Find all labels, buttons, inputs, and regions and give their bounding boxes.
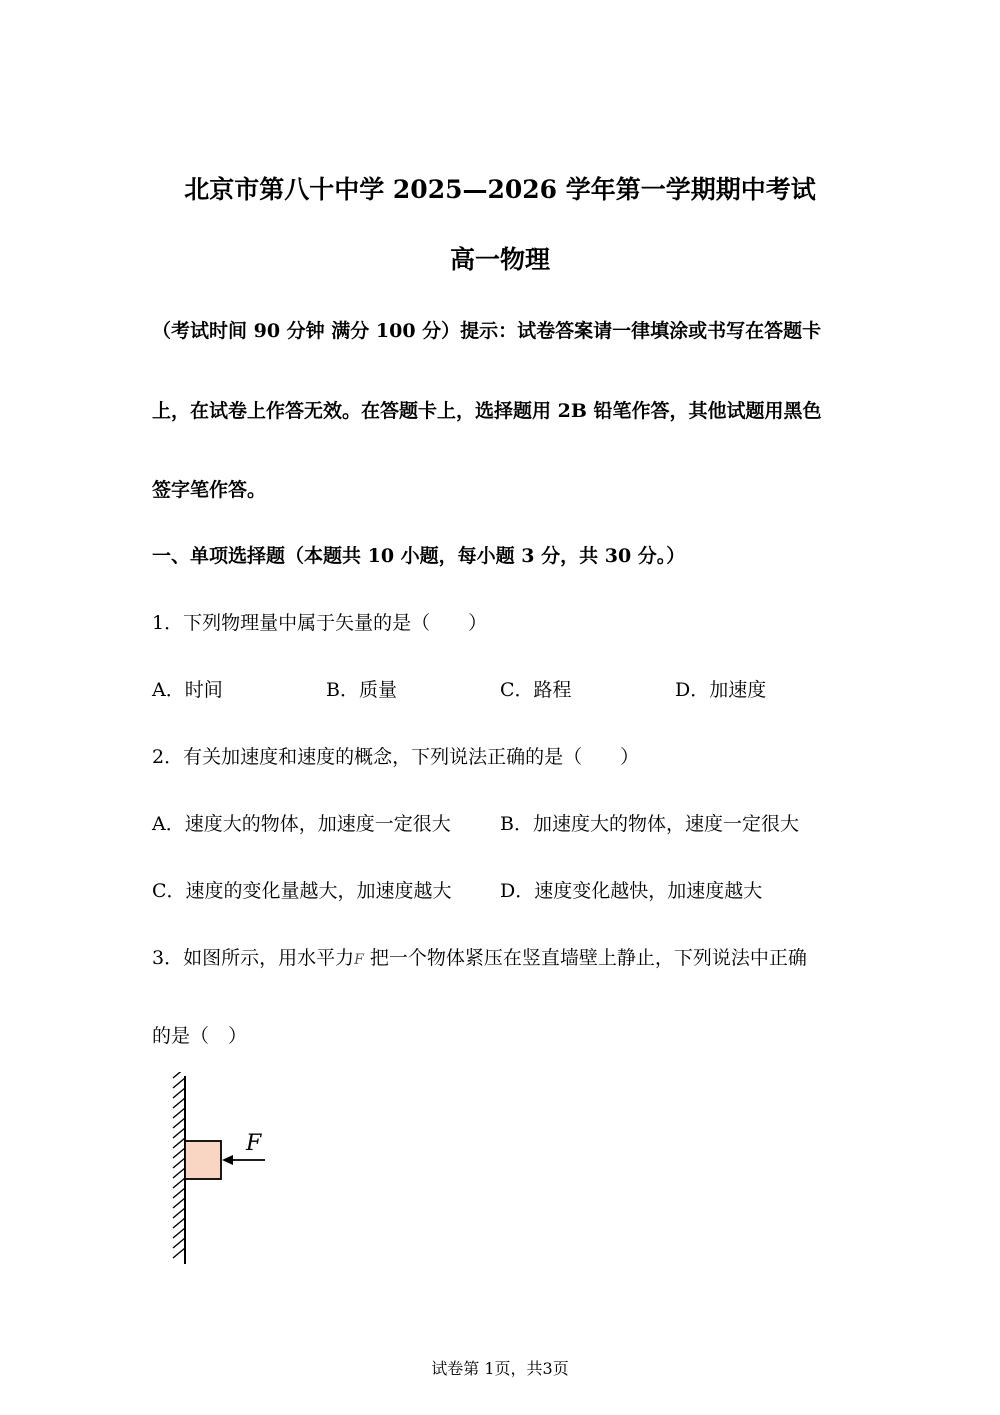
page-footer: 试卷第 1页，共3页 [431,1359,569,1378]
force-arrow-head [222,1155,233,1165]
exam-title: 北京市第八十中学 2025—2026 学年第一学期期中考试 [184,175,816,204]
wall-hatching [173,1072,185,1258]
question-2-option-a: A．速度大的物体，加速度一定很大 [152,813,451,835]
question-2-option-c: C．速度的变化量越大，加速度越大 [152,880,452,902]
question-3-force-variable: F [354,952,364,968]
instruction-line-3: 签字笔作答。 [152,479,267,501]
question-2-option-d: D．速度变化越快，加速度越大 [500,880,763,902]
force-label: F [246,1131,262,1156]
question-1-option-d: D．加速度 [675,679,767,701]
question-1-option-a: A．时间 [152,679,223,701]
question-2-stem: 2．有关加速度和速度的概念，下列说法正确的是（ ） [152,746,640,768]
question-3-stem-line-1 [152,943,807,970]
question-3-figure [160,1072,300,1272]
question-1-option-c: C．路程 [500,679,572,701]
instruction-line-1: （考试时间 90 分钟 满分 100 分）提示：试卷答案请一律填涂或书写在答题卡 [152,320,822,342]
exam-subject: 高一物理 [449,245,550,274]
block [185,1141,221,1179]
instruction-line-2: 上，在试卷上作答无效。在答题卡上，选择题用 2B 铅笔作答，其他试题用黑色 [152,400,822,422]
question-3-stem-part-b: 把一个物体紧压在竖直墙壁上静止，下列说法中正确 [363,947,807,969]
question-1-option-b: B．质量 [326,679,397,701]
question-3-stem-part-a: 3．如图所示，用水平力 [152,947,355,969]
section-heading: 一、单项选择题（本题共 10 小题，每小题 3 分，共 30 分。） [152,545,686,567]
question-3-stem-line-2: 的是（ ） [152,1025,248,1047]
question-1-stem: 1．下列物理量中属于矢量的是（ ） [152,612,488,634]
question-2-option-b: B．加速度大的物体，速度一定很大 [500,813,799,835]
